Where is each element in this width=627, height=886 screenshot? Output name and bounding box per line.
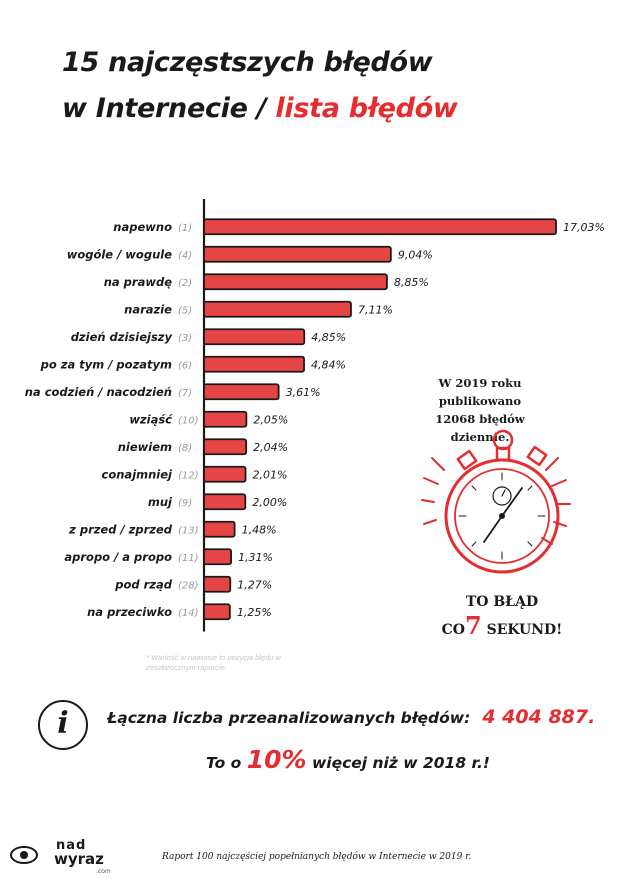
eye-icon xyxy=(10,846,38,864)
bar xyxy=(204,577,230,592)
previous-rank: (14) xyxy=(178,607,199,619)
bar xyxy=(204,549,231,564)
category-label: wziąść xyxy=(129,412,172,427)
category-label: pod rząd xyxy=(115,577,172,592)
value-label: 17,03% xyxy=(563,220,605,234)
value-label: 2,00% xyxy=(252,495,288,509)
title-line2-black: w Internecie / xyxy=(62,93,267,124)
tobad-prefix: CO xyxy=(441,622,465,638)
bar xyxy=(204,439,246,454)
bar xyxy=(204,274,387,289)
previous-rank: (4) xyxy=(178,250,193,262)
published-line1: W 2019 roku publikowano xyxy=(438,376,522,408)
value-label: 9,04% xyxy=(397,248,433,262)
previous-rank: (6) xyxy=(178,360,193,372)
value-label: 1,25% xyxy=(236,605,272,619)
tobad-suffix: SEKUND! xyxy=(486,622,563,638)
category-label: wogóle / wogule xyxy=(66,247,172,262)
rank-note: * Wartość w nawiasie to pozycja błędu w zeszłorocznym raporcie. xyxy=(146,653,281,672)
previous-rank: (11) xyxy=(178,552,199,564)
bar xyxy=(204,412,246,427)
category-label: na prawdę xyxy=(103,274,172,289)
previous-rank: (13) xyxy=(178,525,199,537)
bar xyxy=(204,604,230,619)
value-label: 1,31% xyxy=(238,550,274,564)
category-label: muj xyxy=(147,494,172,509)
total-value: 4 404 887. xyxy=(482,706,596,728)
more-pct: 10% xyxy=(246,745,307,774)
category-label: na codzień / nacodzień xyxy=(24,384,172,399)
previous-rank: (2) xyxy=(178,277,193,289)
category-label: z przed / zprzed xyxy=(69,522,172,537)
title-line1: 15 najczęstszych błędów xyxy=(62,47,433,78)
previous-rank: (3) xyxy=(178,332,193,344)
bar xyxy=(204,494,245,509)
increase-info xyxy=(206,745,490,774)
previous-rank: (10) xyxy=(178,415,199,427)
value-label: 1,27% xyxy=(237,578,273,592)
bar xyxy=(204,357,304,372)
logo-line3: .com xyxy=(96,868,111,875)
error-frequency xyxy=(412,590,592,642)
category-label: dzień dzisiejszy xyxy=(70,329,172,344)
value-label: 4,84% xyxy=(311,358,346,372)
category-label: na przeciwko xyxy=(87,604,172,619)
category-label: narazie xyxy=(124,302,172,317)
more-suffix: więcej niż w 2018 r.! xyxy=(311,754,490,772)
bar xyxy=(204,219,556,234)
bar xyxy=(204,247,391,262)
published-line2: 12068 błędów dziennie. xyxy=(435,412,525,444)
previous-rank: (1) xyxy=(178,222,193,234)
tobad-number: 7 xyxy=(465,611,482,640)
value-label: 2,01% xyxy=(252,468,288,482)
logo-line2: wyraz xyxy=(54,850,104,868)
more-prefix: To o xyxy=(206,754,242,772)
category-label: napewno xyxy=(113,219,172,234)
value-label: 7,11% xyxy=(357,303,393,317)
nadwyraz-logo xyxy=(10,838,120,878)
total-errors xyxy=(107,706,595,728)
bar xyxy=(204,329,304,344)
previous-rank: (8) xyxy=(178,442,193,454)
tobad-line1: TO BŁĄD xyxy=(465,594,539,610)
total-label: Łączna liczba przeanalizowanych błędów: xyxy=(107,709,471,727)
bar xyxy=(204,384,279,399)
page-title xyxy=(62,40,458,132)
value-label: 3,61% xyxy=(285,385,321,399)
category-label: niewiem xyxy=(117,439,172,454)
value-label: 2,05% xyxy=(253,413,289,427)
category-label: conajmniej xyxy=(101,467,172,482)
previous-rank: (12) xyxy=(178,470,199,482)
category-label: apropo / a propo xyxy=(64,549,172,564)
value-label: 8,85% xyxy=(393,275,429,289)
bar xyxy=(204,302,351,317)
value-label: 1,48% xyxy=(241,523,277,537)
title-line2-red: lista błędów xyxy=(275,93,458,124)
previous-rank: (5) xyxy=(178,305,193,317)
value-label: 2,04% xyxy=(253,440,289,454)
logo-line1: nad xyxy=(56,838,87,853)
value-label: 4,85% xyxy=(311,330,347,344)
stopwatch-icon xyxy=(410,418,580,588)
bar xyxy=(204,522,235,537)
previous-rank: (9) xyxy=(178,497,193,509)
category-label: po za tym / pozatym xyxy=(40,357,172,372)
bar xyxy=(204,467,246,482)
info-icon: i xyxy=(38,700,88,750)
previous-rank: (7) xyxy=(178,387,193,399)
previous-rank: (28) xyxy=(178,580,199,592)
footer-source: Raport 100 najczęściej popełnianych błędów w Internecie w 2019 r. xyxy=(162,852,472,862)
